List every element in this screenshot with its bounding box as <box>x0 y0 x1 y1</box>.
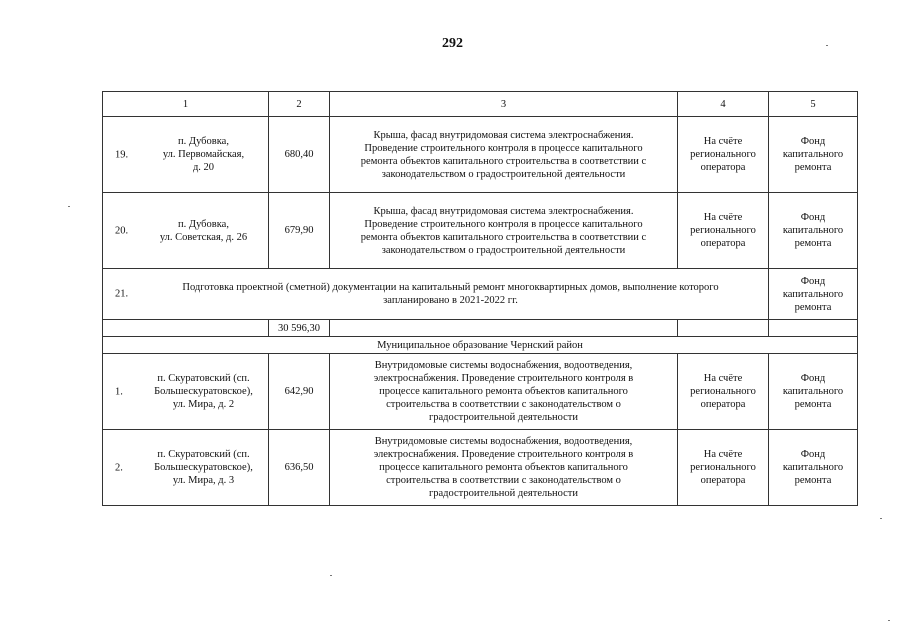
address-cell <box>103 430 269 506</box>
work-line: Внутридомовые системы водоснабжения, водоотведения, <box>374 436 633 447</box>
source-line: Фонд <box>800 275 826 287</box>
empty-cell <box>769 320 858 337</box>
address-cell <box>103 354 269 430</box>
funding-source-cell <box>769 269 858 320</box>
work-description-cell <box>330 354 678 430</box>
municipality-title: Муниципальное образование Чернский район <box>103 337 858 354</box>
financing-method-cell <box>678 354 769 430</box>
table-row <box>103 430 858 506</box>
address-line: ул. Первомайская, <box>162 149 245 160</box>
work-line: градостроительной деятельности <box>428 412 579 423</box>
address-line: п. Скуратовский (сп. <box>157 449 250 460</box>
source-line: капитального <box>782 462 844 473</box>
method-line: На счёте <box>703 212 743 223</box>
work-line: законодательством о градостроительной деятельности <box>381 244 626 256</box>
total-cost-cell: 30 596,30 <box>269 320 330 337</box>
scan-speck <box>330 575 332 576</box>
table-row <box>103 193 858 269</box>
scan-speck <box>68 206 70 207</box>
source-line: капитального <box>782 386 844 397</box>
method-line: оператора <box>700 475 746 486</box>
design-documentation-line: запланировано в 2021-2022 гг. <box>383 295 518 306</box>
address-line: п. Дубовка, <box>178 218 229 230</box>
address-line: ул. Мира, д. 3 <box>172 475 235 486</box>
work-line: Проведение строительного контроля в процессе капитального <box>364 142 643 154</box>
work-line: процессе капитального ремонта объектов капитального <box>379 386 628 397</box>
method-line: оператора <box>700 162 746 173</box>
work-description-cell <box>330 430 678 506</box>
source-line: ремонта <box>794 162 832 173</box>
capital-repair-table <box>102 91 858 506</box>
scan-speck <box>880 518 882 519</box>
funding-source-cell <box>769 193 858 269</box>
method-line: регионального <box>690 149 756 160</box>
work-line: электроснабжения. Проведение строительного контроля в <box>373 373 634 384</box>
method-line: оператора <box>700 399 746 410</box>
address-line: д. 20 <box>192 162 215 173</box>
municipality-section-row <box>103 337 858 354</box>
cost-cell: 642,90 <box>269 354 330 430</box>
source-line: капитального <box>782 225 844 236</box>
work-line: Крыша, фасад внутридомовая система электроснабжения. <box>373 129 634 141</box>
work-line: ремонта объектов капитального строительства в соответствии с <box>360 231 647 243</box>
scan-speck <box>888 620 890 621</box>
work-line: строительства в соответствии с законодательством о <box>386 399 621 410</box>
table-row <box>103 117 858 193</box>
work-line: градостроительной деятельности <box>428 488 579 499</box>
address-line: Большескуратовское), <box>154 462 253 473</box>
source-line: капитального <box>782 149 844 160</box>
financing-method-cell <box>678 193 769 269</box>
source-line: капитального <box>782 288 844 300</box>
empty-cell <box>678 320 769 337</box>
work-line: Крыша, фасад внутридомовая система электроснабжения. <box>373 205 634 217</box>
work-line: процессе капитального ремонта объектов капитального <box>379 462 628 473</box>
cost-cell: 636,50 <box>269 430 330 506</box>
address-cell <box>103 193 269 269</box>
method-line: оператора <box>700 238 746 249</box>
funding-source-cell <box>769 430 858 506</box>
work-description-cell <box>330 193 678 269</box>
work-line: ремонта объектов капитального строительства в соответствии с <box>360 155 647 167</box>
address-line: ул. Советская, д. 26 <box>159 231 248 243</box>
method-line: регионального <box>690 386 756 397</box>
address-cell <box>103 117 269 193</box>
empty-cell <box>330 320 678 337</box>
work-description-cell <box>330 117 678 193</box>
row-number: 2. <box>115 462 123 473</box>
page-number: 292 <box>442 36 463 51</box>
work-line: электроснабжения. Проведение строительного контроля в <box>373 449 634 460</box>
column-number-2: 2 <box>269 92 330 117</box>
funding-source-cell <box>769 117 858 193</box>
source-line: Фонд <box>800 449 826 460</box>
method-line: На счёте <box>703 136 743 147</box>
column-number-3: 3 <box>330 92 678 117</box>
column-number-5: 5 <box>769 92 858 117</box>
cost-cell: 680,40 <box>269 117 330 193</box>
work-line: Проведение строительного контроля в процессе капитального <box>364 218 643 230</box>
total-row <box>103 320 858 337</box>
method-line: На счёте <box>703 449 743 460</box>
row-number: 19. <box>115 149 129 160</box>
method-line: На счёте <box>703 373 743 384</box>
address-line: п. Дубовка, <box>178 136 229 147</box>
source-line: ремонта <box>794 301 832 313</box>
source-line: Фонд <box>800 136 826 147</box>
financing-method-cell <box>678 430 769 506</box>
address-line: п. Скуратовский (сп. <box>157 373 250 384</box>
column-number-1: 1 <box>103 92 269 117</box>
source-line: Фонд <box>800 373 826 384</box>
address-line: ул. Мира, д. 2 <box>172 399 235 410</box>
address-line: Большескуратовское), <box>154 386 253 397</box>
method-line: регионального <box>690 462 756 473</box>
column-number-header-row <box>103 92 858 117</box>
row-number: 1. <box>115 386 123 397</box>
row-number: 21. <box>115 288 129 300</box>
work-line: строительства в соответствии с законодательством о <box>386 475 621 486</box>
work-line: Внутридомовые системы водоснабжения, водоотведения, <box>374 360 633 371</box>
scan-speck <box>826 45 828 46</box>
design-documentation-row <box>103 269 858 320</box>
source-line: ремонта <box>794 475 832 486</box>
row-number: 20. <box>115 225 129 236</box>
design-documentation-cell <box>103 269 769 320</box>
design-documentation-line: Подготовка проектной (сметной) документации на капитальный ремонт многоквартирных домов, выполнение которого <box>182 282 719 293</box>
table-row <box>103 354 858 430</box>
method-line: регионального <box>690 225 756 236</box>
source-line: ремонта <box>794 399 832 410</box>
empty-cell <box>103 320 269 337</box>
work-line: законодательством о градостроительной деятельности <box>381 168 626 180</box>
financing-method-cell <box>678 117 769 193</box>
source-line: Фонд <box>800 212 826 223</box>
column-number-4: 4 <box>678 92 769 117</box>
source-line: ремонта <box>794 238 832 249</box>
cost-cell: 679,90 <box>269 193 330 269</box>
funding-source-cell <box>769 354 858 430</box>
